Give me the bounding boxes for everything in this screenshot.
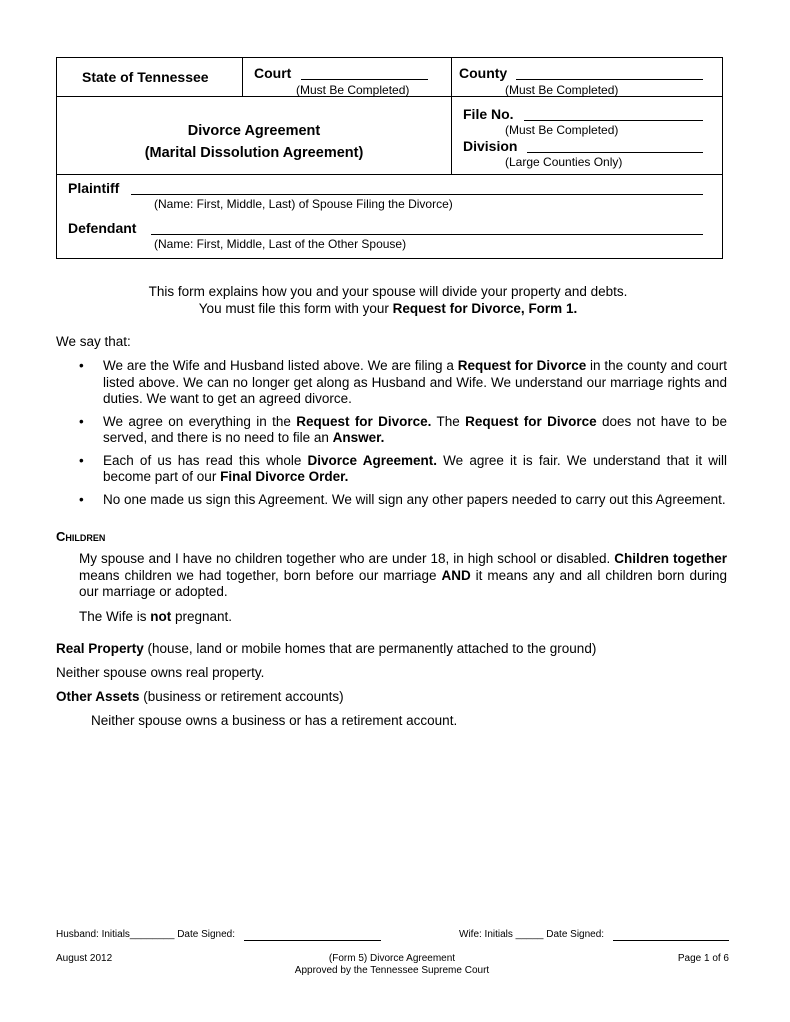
defendant-label: Defendant: [68, 220, 137, 236]
form-subtitle: (Marital Dissolution Agreement): [144, 145, 364, 161]
bullet-icon: •: [79, 491, 84, 507]
defendant-field[interactable]: [151, 234, 703, 235]
court-label: Court: [254, 65, 292, 81]
list-item: • Each of us has read this whole Divorce Agreement. We agree it is fair. We understand that it will become part of our Final Divorce Order.: [79, 452, 728, 484]
intro-line-2: You must file this form with your Request for Divorce, Form 1.: [198, 301, 578, 316]
file-no-note: (Must Be Completed): [505, 123, 619, 137]
division-note: (Large Counties Only): [505, 155, 623, 169]
we-say-label: We say that:: [56, 334, 131, 349]
footer-form-name: (Form 5) Divorce Agreement: [328, 953, 456, 964]
children-paragraph: My spouse and I have no children together who are under 18, in high school or disabled. Children together means children we had together, born before our marriage AND it means any and all children born during our marriage or adopted.: [79, 551, 727, 599]
page-number: Page 1 of 6: [677, 953, 729, 964]
footer-approval: Approved by the Tennessee Supreme Court: [294, 965, 490, 976]
defendant-note: (Name: First, Middle, Last of the Other Spouse): [154, 237, 407, 251]
court-note: (Must Be Completed): [296, 83, 410, 97]
wife-initials-label: Wife: Initials _____ Date Signed:: [459, 929, 605, 940]
plaintiff-label: Plaintiff: [68, 180, 120, 196]
division-field[interactable]: [527, 152, 703, 153]
list-item: • We are the Wife and Husband listed above. We are filing a Request for Divorce in the county and court listed above. We can no longer get along as Husband and Wife. We understand our marriage rights and duties. We want to get an agreed divorce.: [79, 358, 727, 406]
county-label: County: [459, 65, 508, 81]
real-property-text: Neither spouse owns real property.: [56, 665, 265, 680]
list-item: • No one made us sign this Agreement. We will sign any other papers needed to carry out this Agreement.: [79, 491, 726, 507]
file-no-field[interactable]: [524, 120, 703, 121]
case-header-box: [56, 57, 723, 259]
other-assets-text: Neither spouse owns a business or has a retirement account.: [91, 713, 458, 728]
intro-line-1: This form explains how you and your spouse will divide your property and debts.: [148, 284, 628, 299]
plaintiff-field[interactable]: [131, 194, 703, 195]
form-title: Divorce Agreement: [187, 123, 321, 139]
wife-date-field[interactable]: [613, 940, 729, 941]
court-field[interactable]: [301, 79, 428, 80]
header-divider: [57, 174, 722, 175]
husband-date-field[interactable]: [244, 940, 381, 941]
children-heading: Children: [56, 529, 106, 544]
footer-date: August 2012: [56, 953, 113, 964]
husband-initials-label: Husband: Initials________ Date Signed:: [56, 929, 236, 940]
header-divider: [242, 58, 243, 96]
bullet-icon: •: [79, 413, 84, 429]
state-label: State of Tennessee: [82, 69, 209, 85]
bullet-icon: •: [79, 358, 84, 373]
county-field[interactable]: [516, 79, 703, 80]
file-no-label: File No.: [463, 106, 514, 122]
division-label: Division: [463, 138, 518, 154]
county-note: (Must Be Completed): [505, 83, 619, 97]
real-property-heading: Real Property (house, land or mobile homes that are permanently attached to the ground): [56, 641, 597, 656]
pregnancy-statement: The Wife is not pregnant.: [79, 609, 233, 624]
agreement-list: [79, 358, 727, 514]
header-divider: [451, 58, 452, 174]
plaintiff-note: (Name: First, Middle, Last) of Spouse Filing the Divorce): [154, 197, 453, 211]
other-assets-heading: Other Assets (business or retirement accounts): [56, 689, 344, 704]
bullet-icon: •: [79, 452, 84, 468]
list-item: • We agree on everything in the Request for Divorce. The Request for Divorce does not have to be served, and there is no need to file an Answer.: [79, 413, 727, 445]
